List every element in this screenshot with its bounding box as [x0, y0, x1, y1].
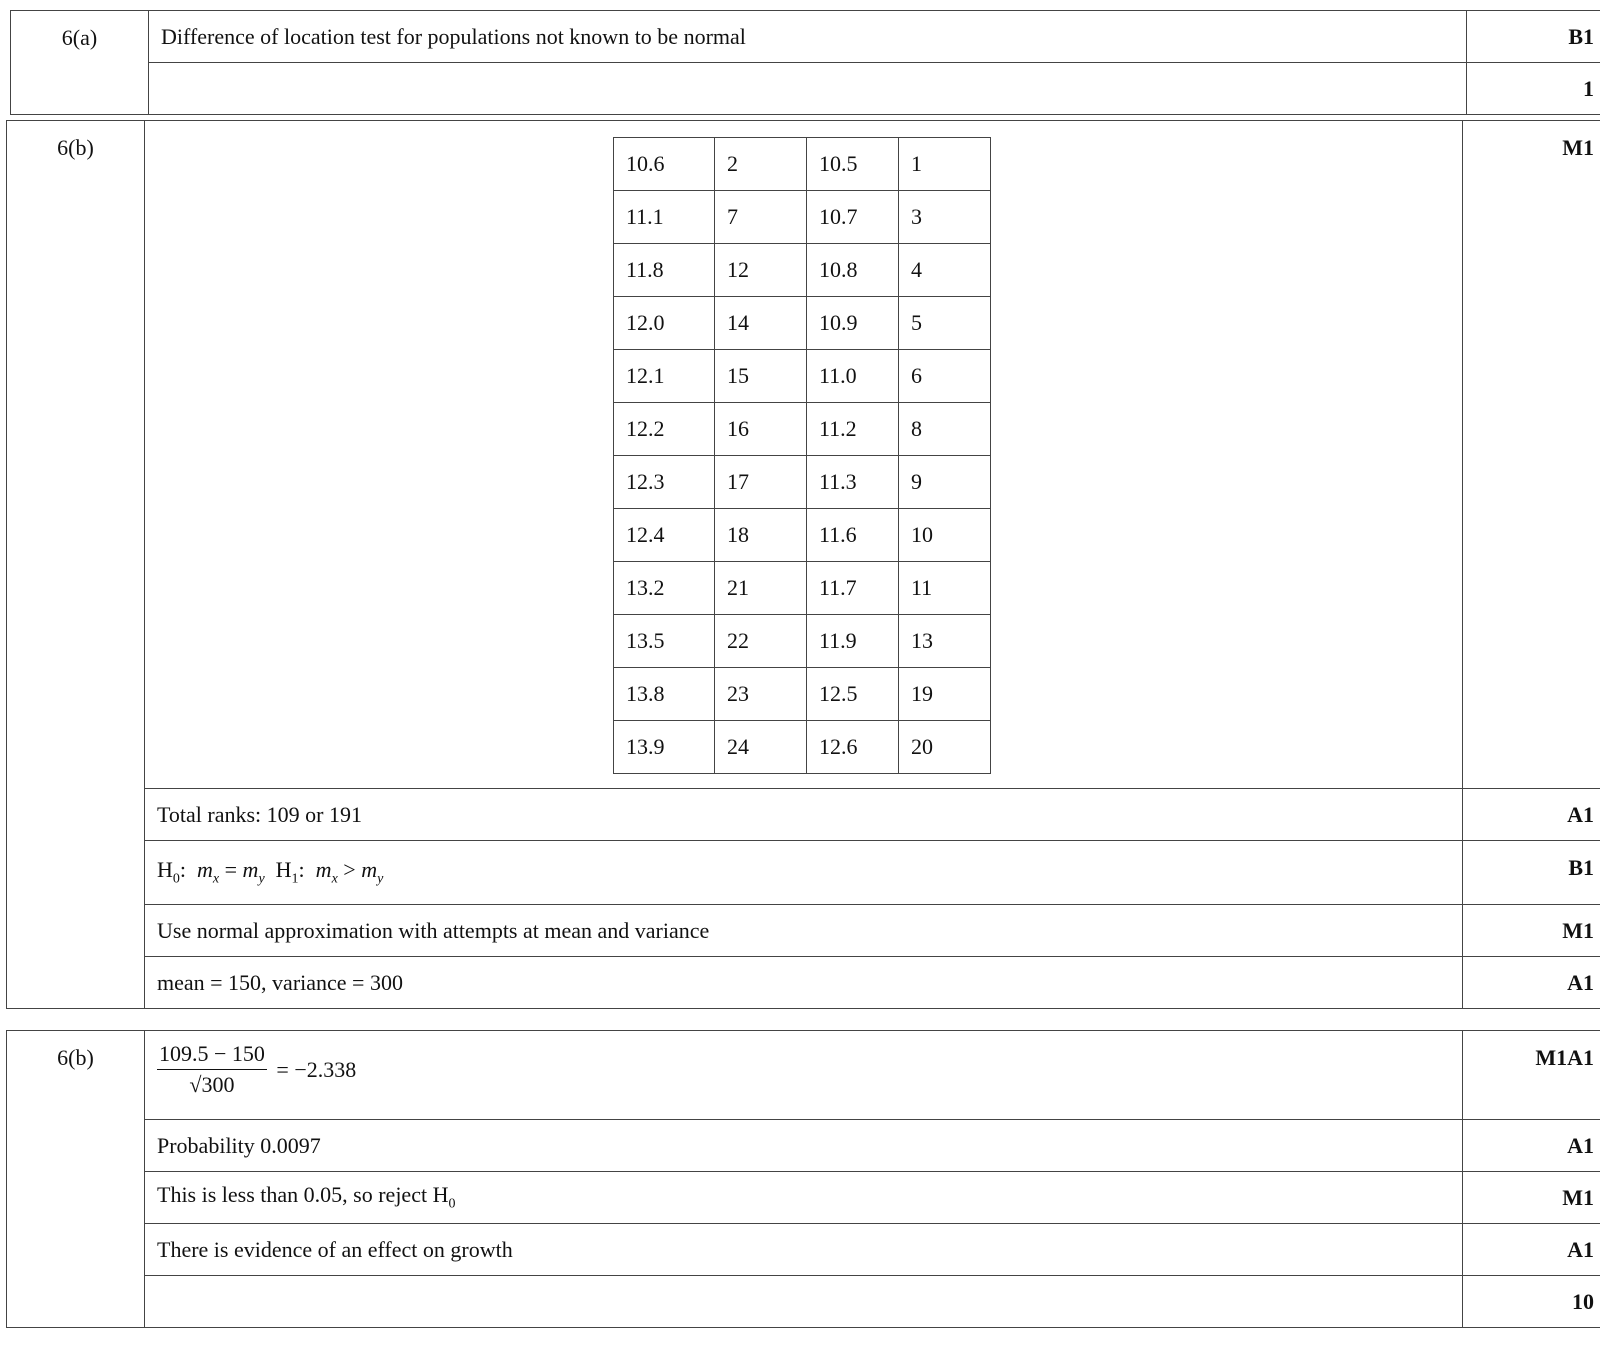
total-mark: 1	[1467, 63, 1600, 115]
rank-cell: 1	[899, 138, 991, 191]
rank-cell: 3	[899, 191, 991, 244]
value-cell: 12.5	[807, 668, 899, 721]
rank-cell: 17	[715, 456, 807, 509]
normal-approximation: Use normal approximation with attempts at mean and variance	[145, 905, 1463, 957]
hypotheses: $H_0$: $m_x = m_y$ $H_1$: $m_x > m_y$	[145, 841, 1463, 905]
value-cell: 11.9	[807, 615, 899, 668]
rank-table-row	[614, 297, 991, 350]
rank-table	[613, 137, 991, 774]
rank-cell: 7	[715, 191, 807, 244]
conclusion: There is evidence of an effect on growth	[145, 1224, 1463, 1276]
rank-table-row	[614, 191, 991, 244]
value-cell: 11.7	[807, 562, 899, 615]
rank-table-row	[614, 350, 991, 403]
rank-cell: 12	[715, 244, 807, 297]
rank-cell: 23	[715, 668, 807, 721]
value-cell: 13.2	[614, 562, 715, 615]
value-cell: 11.0	[807, 350, 899, 403]
mark: M1	[1463, 905, 1600, 957]
rank-table-row	[614, 138, 991, 191]
part-b-table	[6, 120, 1600, 1009]
mark: A1	[1463, 957, 1600, 1009]
total-mark: 10	[1463, 1276, 1600, 1328]
rank-table-row	[614, 509, 991, 562]
mark: A1	[1463, 789, 1600, 841]
rank-cell: 8	[899, 403, 991, 456]
z-calculation	[145, 1031, 1463, 1120]
question-number: 6(b)	[7, 121, 145, 1009]
question-number: 6(b)	[7, 1031, 145, 1328]
rank-cell: 19	[899, 668, 991, 721]
mark: B1	[1467, 11, 1600, 63]
rank-table-row	[614, 721, 991, 774]
rank-cell: 6	[899, 350, 991, 403]
rank-cell: 14	[715, 297, 807, 350]
value-cell: 13.9	[614, 721, 715, 774]
mark: M1	[1463, 121, 1600, 789]
z-result: = −2.338	[276, 1056, 357, 1082]
value-cell: 11.3	[807, 456, 899, 509]
rank-table-row	[614, 615, 991, 668]
rank-table-cell	[145, 121, 1463, 789]
mark: M1A1	[1463, 1031, 1600, 1120]
value-cell: 10.7	[807, 191, 899, 244]
empty-cell	[149, 63, 1467, 115]
value-cell: 12.1	[614, 350, 715, 403]
part-a-table	[10, 10, 1600, 115]
value-cell: 11.1	[614, 191, 715, 244]
value-cell: 11.6	[807, 509, 899, 562]
h0-label: $H_0$:	[157, 857, 187, 887]
mark: A1	[1463, 1224, 1600, 1276]
value-cell: 10.5	[807, 138, 899, 191]
rank-cell: 5	[899, 297, 991, 350]
rank-table-row	[614, 244, 991, 297]
rank-cell: 18	[715, 509, 807, 562]
rank-cell: 22	[715, 615, 807, 668]
value-cell: 12.2	[614, 403, 715, 456]
rank-cell: 4	[899, 244, 991, 297]
mark: A1	[1463, 1120, 1600, 1172]
rank-cell: 10	[899, 509, 991, 562]
z-denominator: √300	[189, 1072, 235, 1097]
value-cell: 12.6	[807, 721, 899, 774]
rank-cell: 9	[899, 456, 991, 509]
value-cell: 13.5	[614, 615, 715, 668]
part-b-continued-table	[6, 1030, 1600, 1328]
value-cell: 12.3	[614, 456, 715, 509]
rank-cell: 2	[715, 138, 807, 191]
value-cell: 10.6	[614, 138, 715, 191]
rank-table-row	[614, 668, 991, 721]
total-ranks: Total ranks: 109 or 191	[145, 789, 1463, 841]
rank-table-row	[614, 456, 991, 509]
mean-variance: mean = 150, variance = 300	[145, 957, 1463, 1009]
rank-cell: 20	[899, 721, 991, 774]
value-cell: 10.9	[807, 297, 899, 350]
question-number: 6(a)	[11, 11, 149, 115]
rank-cell: 16	[715, 403, 807, 456]
rank-table-row	[614, 403, 991, 456]
z-numerator: 109.5 − 150	[157, 1041, 267, 1070]
rank-cell: 21	[715, 562, 807, 615]
answer-text: Difference of location test for populations not known to be normal	[149, 11, 1467, 63]
rank-cell: 24	[715, 721, 807, 774]
rank-cell: 15	[715, 350, 807, 403]
z-fraction	[157, 1041, 267, 1098]
rank-table-row	[614, 562, 991, 615]
value-cell: 11.2	[807, 403, 899, 456]
mark: B1	[1463, 841, 1600, 905]
value-cell: 12.4	[614, 509, 715, 562]
value-cell: 13.8	[614, 668, 715, 721]
empty-cell	[145, 1276, 1463, 1328]
value-cell: 10.8	[807, 244, 899, 297]
value-cell: 11.8	[614, 244, 715, 297]
reject-statement: This is less than 0.05, so reject $H_0$	[145, 1172, 1463, 1224]
rank-cell: 13	[899, 615, 991, 668]
probability: Probability 0.0097	[145, 1120, 1463, 1172]
rank-cell: 11	[899, 562, 991, 615]
value-cell: 12.0	[614, 297, 715, 350]
h1-label: $H_1$:	[275, 857, 305, 887]
mark: M1	[1463, 1172, 1600, 1224]
